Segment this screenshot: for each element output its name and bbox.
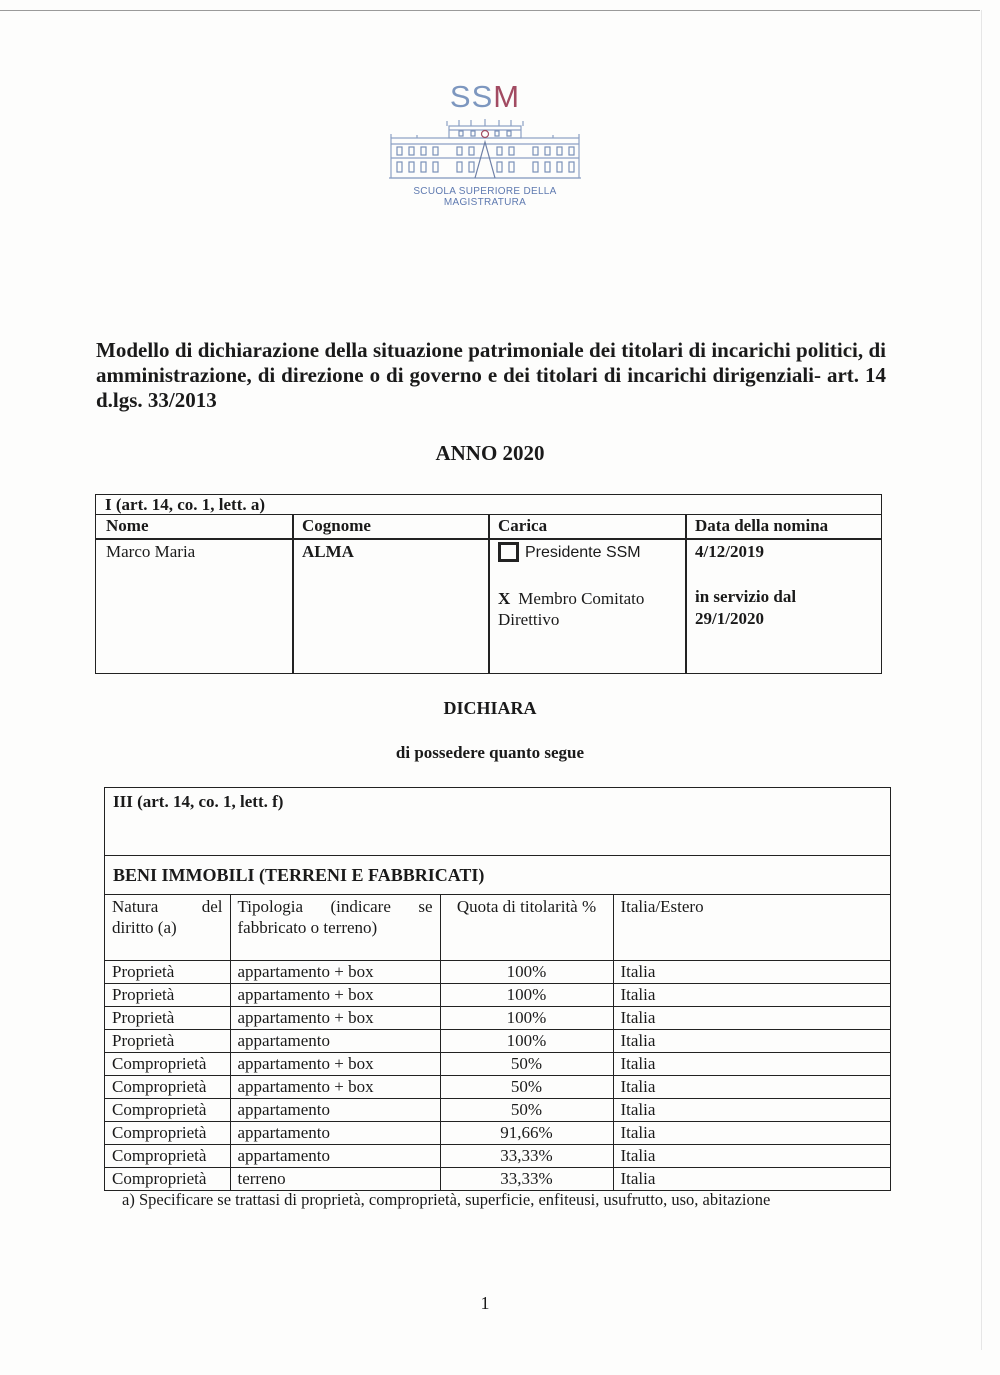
quota-cell: 50% xyxy=(440,1099,613,1122)
document-year: ANNO 2020 xyxy=(435,441,545,465)
table-row xyxy=(105,1076,890,1099)
col-header-natura-line2: diritto (a) xyxy=(112,918,177,937)
section-1-header-row xyxy=(96,495,881,515)
quota-cell: 50% xyxy=(440,1076,613,1099)
carica-option-membro-line1: Membro Comitato xyxy=(518,589,645,608)
tipologia-cell: appartamento xyxy=(230,1122,440,1145)
natura-cell: Comproprietà xyxy=(105,1076,230,1099)
col-header-natura-line1 xyxy=(112,896,223,917)
tipologia-cell: terreno xyxy=(230,1168,440,1191)
paese-cell: Italia xyxy=(613,1122,890,1145)
logo-acronym-ss: SS xyxy=(449,79,494,114)
selected-mark: X xyxy=(498,589,511,608)
natura-cell: Comproprietà xyxy=(105,1122,230,1145)
paese-cell: Italia xyxy=(613,1053,890,1076)
paese-cell: Italia xyxy=(613,1076,890,1099)
carica-option-presidente xyxy=(498,541,641,563)
col-header-paese: Italia/Estero xyxy=(613,895,890,961)
document-title: Modello di dichiarazione della situazione patrimoniale dei titolari di incarichi politici, di amministrazione, di direzione o di governo e dei titolari di incarichi dirigenziali- art. 14 d.lgs. 33/2013 xyxy=(96,338,886,412)
section-3-header: III (art. 14, co. 1, lett. f) xyxy=(113,792,284,811)
logo-acronym-m: M xyxy=(493,79,521,114)
data-nomina-value: 4/12/2019 xyxy=(695,542,764,561)
section-3-table xyxy=(104,787,891,1191)
beni-title-row xyxy=(105,856,890,895)
section-1-body xyxy=(96,514,881,673)
quota-cell: 100% xyxy=(440,984,613,1007)
quota-cell: 100% xyxy=(440,1007,613,1030)
paese-cell: Italia xyxy=(620,1169,656,1188)
quota-cell: 100% xyxy=(440,1030,613,1053)
paese-cell: Italia xyxy=(613,1145,890,1168)
tipologia-cell: appartamento xyxy=(230,1030,440,1053)
natura-cell: Comproprietà xyxy=(105,1168,230,1191)
tipologia-cell: appartamento + box xyxy=(230,1053,440,1076)
ssm-logo xyxy=(380,80,590,208)
col-header-natura-word2: del xyxy=(201,897,223,916)
col-header-tipologia xyxy=(230,895,440,961)
possedere-subheading: di possedere quanto segue xyxy=(395,743,585,762)
natura-cell: Comproprietà xyxy=(105,1053,230,1076)
building-icon xyxy=(387,116,583,180)
paese-cell: Italia xyxy=(613,961,890,984)
page-number: 1 xyxy=(480,1293,490,1313)
scan-border-right xyxy=(981,10,982,1350)
checkbox-icon xyxy=(498,542,519,562)
col-header-nome: Nome xyxy=(106,516,149,535)
tipologia-cell: appartamento + box xyxy=(230,984,440,1007)
tipologia-cell: appartamento + box xyxy=(230,1007,440,1030)
paese-cell: Italia xyxy=(613,1099,890,1122)
beni-immobili-table xyxy=(105,895,890,1190)
paese-cell: Italia xyxy=(613,984,890,1007)
servizio-date: 29/1/2020 xyxy=(695,609,764,628)
row-divider xyxy=(96,538,881,540)
section-1-table xyxy=(95,494,882,674)
col-header-quota: Quota di titolarità % xyxy=(440,895,613,961)
beni-title: BENI IMMOBILI (TERRENI E FABBRICATI) xyxy=(113,865,485,885)
col-header-data-nomina: Data della nomina xyxy=(695,516,829,535)
paese-cell: Italia xyxy=(613,1030,890,1053)
quota-cell: 100% xyxy=(440,961,613,984)
table-row xyxy=(105,1168,890,1191)
cognome-value: ALMA xyxy=(302,542,354,561)
tipologia-cell: appartamento xyxy=(230,1099,440,1122)
table-row xyxy=(105,984,890,1007)
servizio-label: in servizio dal xyxy=(695,587,797,606)
carica-option-presidente-label: Presidente SSM xyxy=(525,544,641,561)
col-header-cognome: Cognome xyxy=(302,516,371,535)
table-row xyxy=(105,961,890,984)
table-row xyxy=(105,1145,890,1168)
section-1-header: I (art. 14, co. 1, lett. a) xyxy=(105,495,266,514)
tipologia-cell: appartamento + box xyxy=(230,961,440,984)
table-row xyxy=(105,1122,890,1145)
table-row xyxy=(105,1099,890,1122)
col-header-carica: Carica xyxy=(498,516,548,535)
quota-cell: 33,33% xyxy=(440,1168,613,1191)
table-row xyxy=(105,1030,890,1053)
dichiara-heading: DICHIARA xyxy=(443,698,537,718)
natura-cell: Proprietà xyxy=(105,1007,230,1030)
table-row xyxy=(105,1053,890,1076)
carica-option-membro-line2: Direttivo xyxy=(498,610,560,629)
quota-cell: 33,33% xyxy=(440,1145,613,1168)
carica-option-membro xyxy=(498,588,644,630)
col-header-natura-word1: Natura xyxy=(112,897,159,916)
natura-cell: Proprietà xyxy=(105,961,230,984)
paese-cell: Italia xyxy=(613,1007,890,1030)
col-header-natura xyxy=(105,895,230,961)
table-row xyxy=(105,1007,890,1030)
natura-cell: Proprietà xyxy=(105,984,230,1007)
tipologia-cell: appartamento + box xyxy=(230,1076,440,1099)
scan-border xyxy=(0,10,980,11)
natura-cell: Comproprietà xyxy=(105,1145,230,1168)
quota-cell: 50% xyxy=(440,1053,613,1076)
logo-acronym xyxy=(380,80,590,114)
natura-cell: Proprietà xyxy=(105,1030,230,1053)
col-header-tipologia-line1 xyxy=(238,896,433,917)
quota-cell: 91,66% xyxy=(440,1122,613,1145)
logo-subtitle: SCUOLA SUPERIORE DELLA MAGISTRATURA xyxy=(413,186,557,208)
beni-header-row xyxy=(105,895,890,961)
nome-value: Marco Maria xyxy=(106,542,196,561)
natura-cell: Comproprietà xyxy=(105,1099,230,1122)
tipologia-cell: appartamento xyxy=(230,1145,440,1168)
col-header-tipologia-line2: fabbricato o terreno) xyxy=(237,918,378,937)
col-header-tipologia-word1: Tipologia xyxy=(237,897,304,916)
col-header-tipologia-word3: se xyxy=(418,897,433,916)
col-header-tipologia-word2: (indicare xyxy=(330,897,391,916)
footnote: a) Specificare se trattasi di proprietà, comproprietà, superficie, enfiteusi, usufrutto, uso, abitazione xyxy=(122,1190,771,1209)
section-3-header-row xyxy=(105,788,890,856)
